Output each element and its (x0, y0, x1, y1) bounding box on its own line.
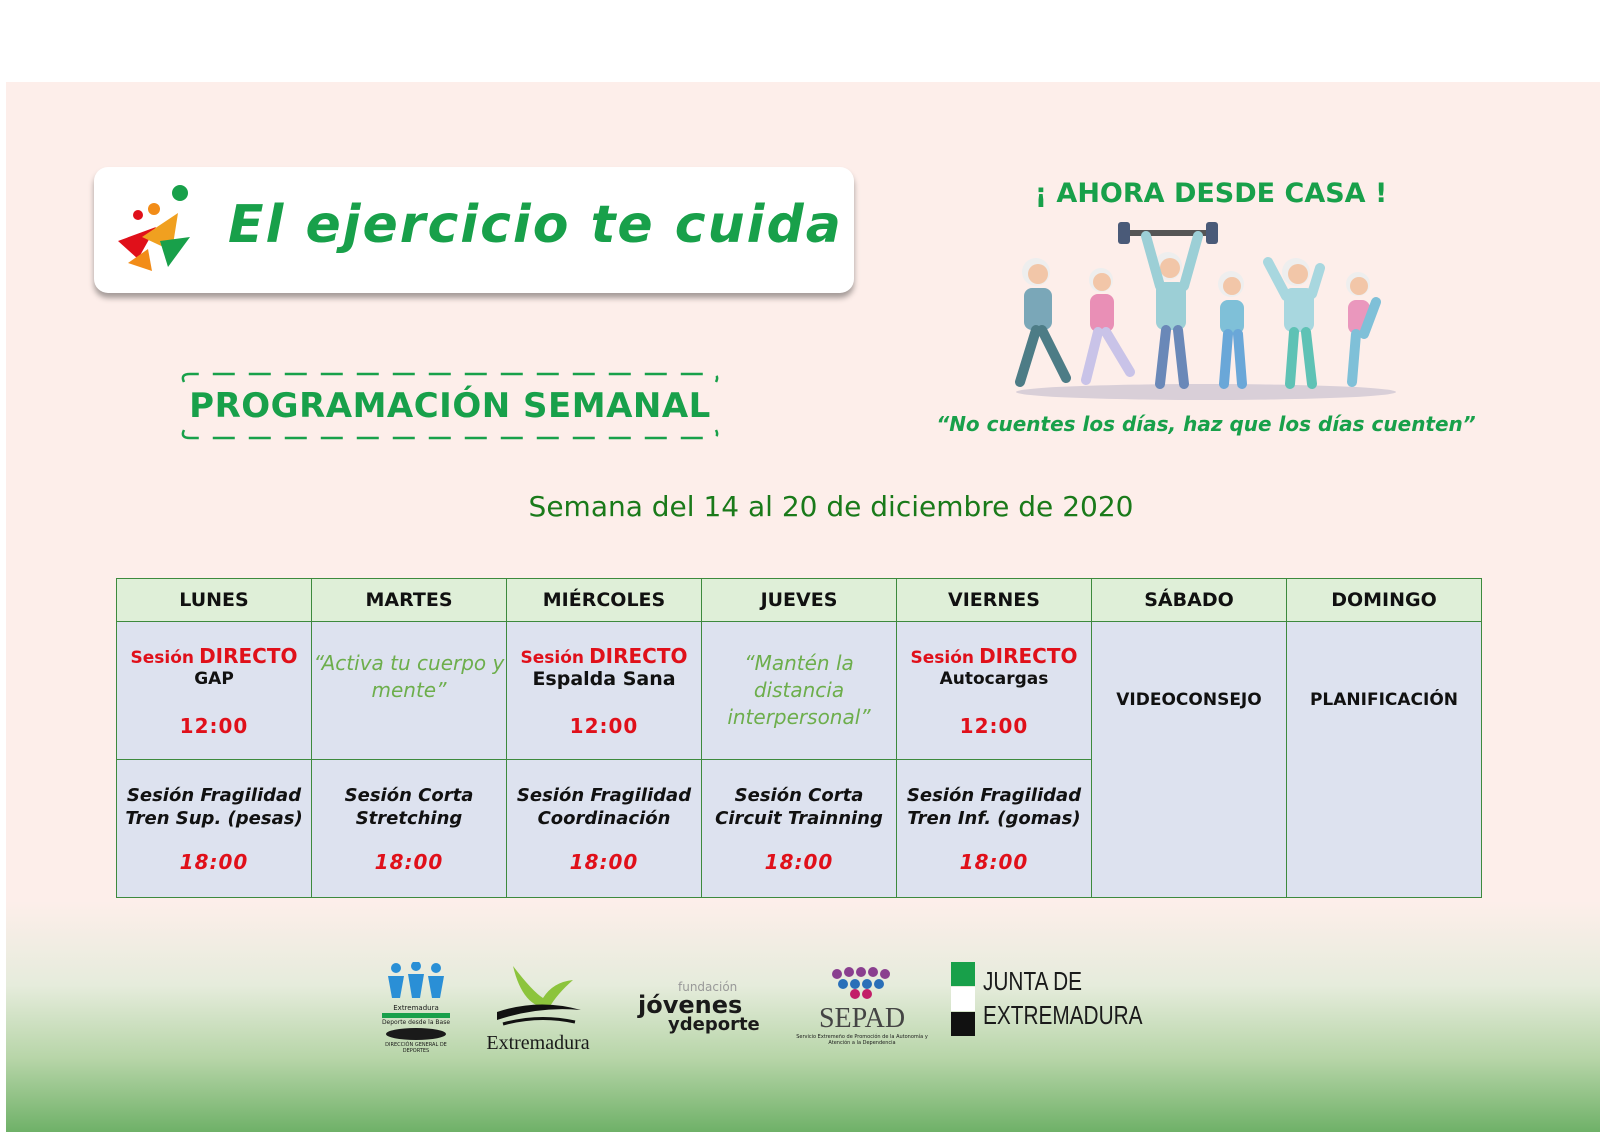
sponsor-junta (951, 962, 1151, 1052)
activity-line-2: Circuit Trainning (715, 807, 883, 829)
cell-sabado (1092, 622, 1287, 898)
sponsor-logos (376, 962, 1156, 1072)
sponsor-fundacion-mid: jóvenes (638, 991, 743, 1019)
activity-line-2: Coordinación (537, 807, 671, 829)
sponsor-deportes (376, 962, 456, 1062)
seniors-exercising-illustration (1006, 222, 1416, 402)
motto-text: “Activa tu cuerpo y mente” (313, 651, 505, 702)
sponsor-sepad-sub: Servicio Extremeño de Promoción de la Autonomía y Atención a la Dependencia (796, 1034, 928, 1046)
extremadura-stork-icon (483, 962, 593, 1028)
cell-jueves-morning (702, 622, 897, 760)
motivational-quote: “No cuentes los días, haz que los días cuenten” (936, 412, 1476, 436)
session-time: 18:00 (764, 849, 834, 874)
sponsor-extremadura-name: Extremadura (486, 1032, 590, 1054)
sponsor-fundacion-top: fundación (678, 980, 738, 994)
morning-row (117, 622, 1482, 760)
tagline: ¡ AHORA DESDE CASA ! (1034, 178, 1388, 209)
session-time: 18:00 (374, 849, 444, 874)
wave-icon (386, 1028, 446, 1040)
sponsor-sepad-name: SEPAD (818, 1003, 906, 1034)
green-bar-icon (382, 1013, 450, 1018)
sponsor-junta-line1: JUNTA DE (983, 966, 1083, 996)
cell-jueves-afternoon (702, 760, 897, 898)
cell-viernes-afternoon (897, 760, 1092, 898)
activity-line-1: Sesión Corta (734, 784, 864, 806)
cell-lunes-afternoon (117, 760, 312, 898)
day-header-lunes: LUNES (117, 579, 312, 622)
day-header-martes: MARTES (312, 579, 507, 622)
sponsor-fundacion (638, 980, 788, 1050)
cell-martes-morning (312, 622, 507, 760)
activity-line-2: Stretching (355, 807, 463, 829)
session-time: 12:00 (959, 713, 1029, 738)
session-time: 12:00 (179, 713, 249, 738)
activity-name: Autocargas (939, 668, 1049, 689)
live-label: DIRECTO (199, 643, 298, 668)
session-time: 18:00 (959, 849, 1029, 874)
session-label: Sesión (910, 647, 974, 668)
cell-viernes-morning (897, 622, 1092, 760)
weekend-activity: VIDEOCONSEJO (1116, 690, 1262, 710)
live-label: DIRECTO (979, 643, 1078, 668)
sponsor-deportes-name: Extremadura (393, 1004, 439, 1012)
poster (6, 82, 1600, 1132)
cell-miercoles-morning (507, 622, 702, 760)
junta-flag-icon (951, 962, 977, 1038)
activity-line-1: Sesión Fragilidad (516, 784, 692, 806)
motto-text: “Mantén la distancia interpersonal” (727, 651, 871, 729)
activity-line-1: Sesión Corta (344, 784, 474, 806)
logo-banner (94, 167, 854, 293)
activity-line-2: Tren Inf. (gomas) (907, 807, 1081, 829)
day-header-miercoles: MIÉRCOLES (507, 579, 702, 622)
sepad-dots-icon (827, 966, 897, 1000)
sponsor-junta-line2: EXTREMADURA (983, 1000, 1143, 1030)
exercise-logo-icon (108, 179, 198, 279)
weekend-activity: PLANIFICACIÓN (1309, 690, 1459, 710)
logo-title: El ejercicio te cuida (228, 195, 843, 255)
session-time: 18:00 (569, 849, 639, 874)
program-title-frame (176, 372, 724, 440)
weekly-schedule-table (116, 578, 1482, 898)
cell-domingo (1287, 622, 1482, 898)
sponsor-extremadura (468, 962, 608, 1062)
children-figures-icon (386, 962, 446, 1000)
week-label: Semana del 14 al 20 de diciembre de 2020 (528, 490, 1134, 523)
sponsor-deportes-tagline: Deporte desde la Base (381, 1019, 451, 1026)
cell-lunes-morning (117, 622, 312, 760)
sponsor-deportes-sub: DIRECCIÓN GENERAL DE DEPORTES (385, 1042, 447, 1054)
day-header-sabado: SÁBADO (1092, 579, 1287, 622)
cell-miercoles-afternoon (507, 760, 702, 898)
sponsor-fundacion-bot: ydeporte (668, 1014, 760, 1035)
day-header-jueves: JUEVES (702, 579, 897, 622)
sponsor-sepad (792, 966, 932, 1056)
program-title: PROGRAMACIÓN SEMANAL (189, 386, 711, 426)
table-header-row (117, 579, 1482, 622)
activity-name: GAP (194, 668, 234, 689)
activity-name: Espalda Sana (532, 667, 676, 690)
session-time: 18:00 (179, 849, 249, 874)
cell-martes-afternoon (312, 760, 507, 898)
session-label: Sesión (130, 647, 194, 668)
activity-line-1: Sesión Fragilidad (126, 784, 302, 806)
live-label: DIRECTO (589, 643, 688, 668)
day-header-domingo: DOMINGO (1287, 579, 1482, 622)
day-header-viernes: VIERNES (897, 579, 1092, 622)
session-label: Sesión (520, 647, 584, 668)
session-time: 12:00 (569, 713, 639, 738)
activity-line-1: Sesión Fragilidad (906, 784, 1082, 806)
activity-line-2: Tren Sup. (pesas) (125, 807, 303, 829)
